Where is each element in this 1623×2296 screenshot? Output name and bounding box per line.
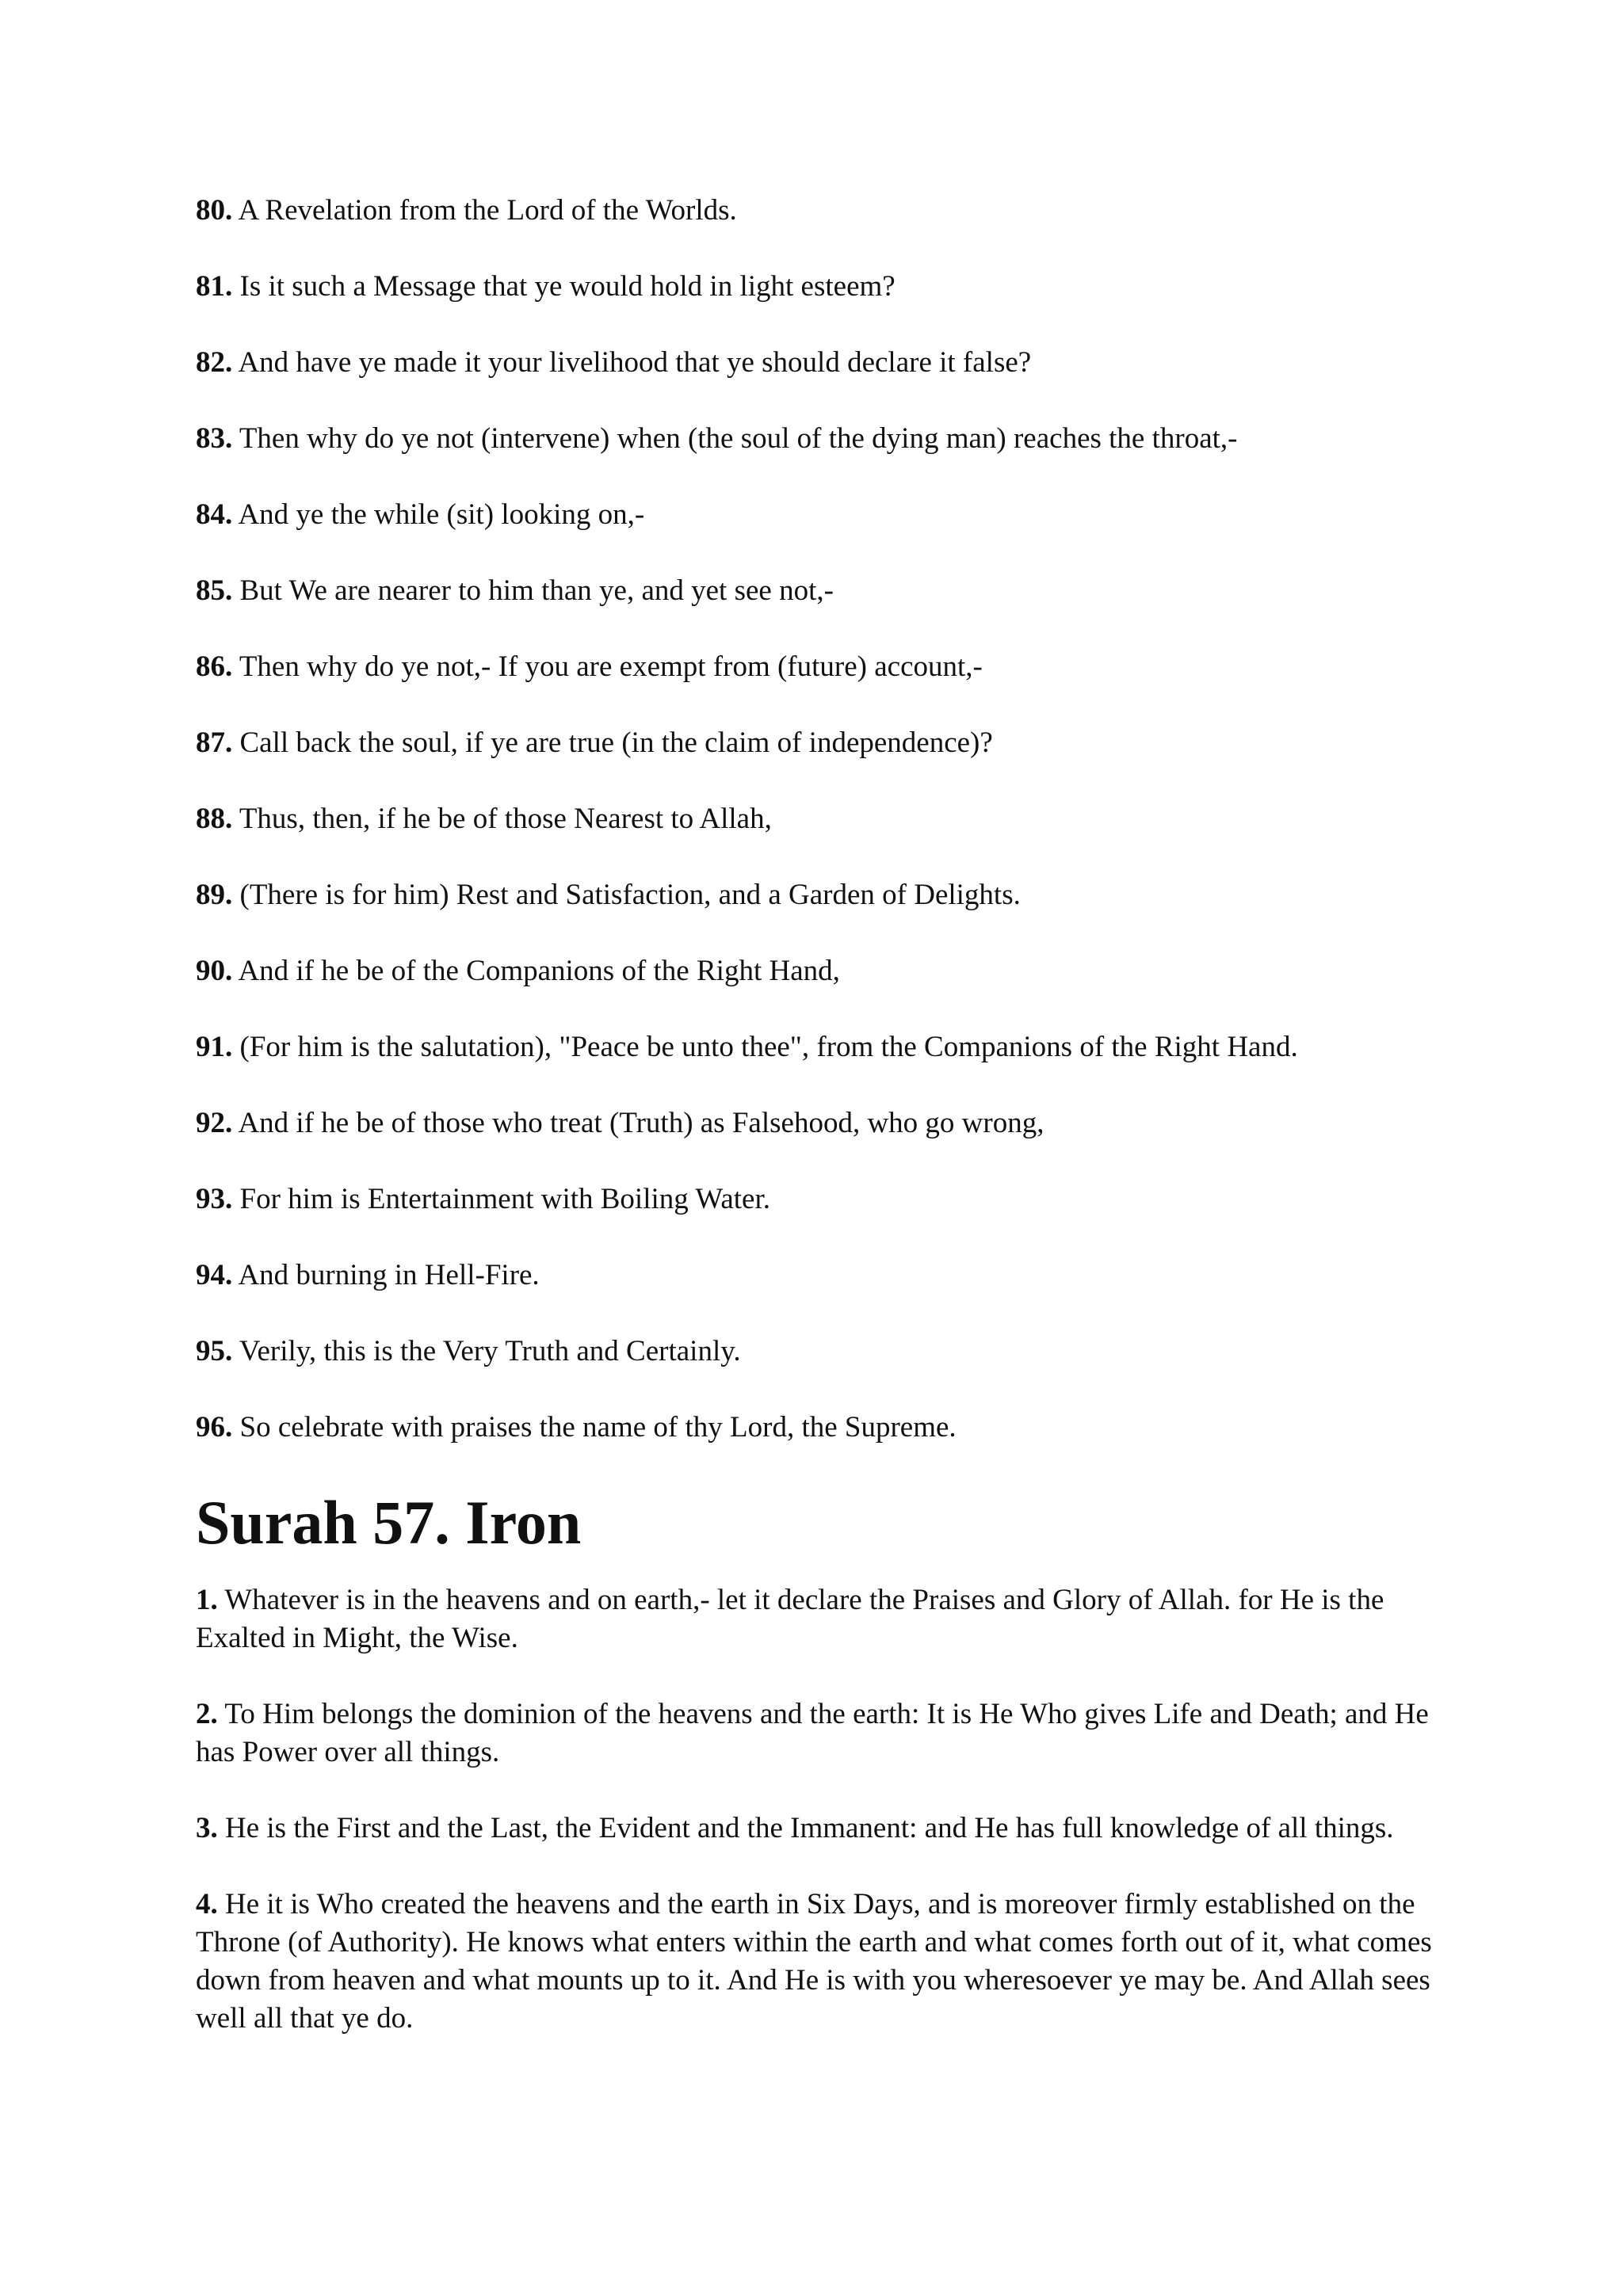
verse-82	[196, 344, 1448, 382]
verse-text: Then why do ye not (intervene) when (the soul of the dying man) reaches the throat,-	[232, 422, 1238, 455]
verse-number: 88.	[196, 803, 233, 835]
verse-text: He is the First and the Last, the Evident and the Immanent: and He has full knowledge of all things.	[217, 1812, 1394, 1844]
verse-number: 85.	[196, 574, 233, 607]
verse-text: And if he be of the Companions of the Right Hand,	[232, 955, 840, 987]
verse-number: 83.	[196, 422, 233, 455]
verse-86	[196, 648, 1448, 686]
verse-91	[196, 1028, 1448, 1066]
verse-text: And have ye made it your livelihood that ye should declare it false?	[232, 346, 1032, 379]
verse-text: To Him belongs the dominion of the heavens and the earth: It is He Who gives Life and Death; and He has Power over all things.	[196, 1698, 1429, 1768]
verse-number: 89.	[196, 879, 233, 911]
verse-89	[196, 876, 1448, 914]
verse-text: Verily, this is the Very Truth and Certainly.	[232, 1335, 741, 1367]
verse-text: So celebrate with praises the name of thy Lord, the Supreme.	[232, 1411, 957, 1444]
verse-text: A Revelation from the Lord of the Worlds.	[232, 194, 737, 227]
document-page	[196, 192, 1448, 2076]
verse-text: (There is for him) Rest and Satisfaction, and a Garden of Delights.	[232, 879, 1021, 911]
verse-number: 95.	[196, 1335, 233, 1367]
verse-number: 3.	[196, 1812, 218, 1844]
verse-number: 93.	[196, 1183, 233, 1215]
verse-number: 91.	[196, 1031, 233, 1063]
verse-81	[196, 268, 1448, 306]
verse-3	[196, 1810, 1432, 1848]
surah-57-verses	[196, 1581, 1448, 2038]
verse-80	[196, 192, 1448, 230]
verse-number: 81.	[196, 270, 233, 303]
verse-87	[196, 724, 1448, 762]
verse-4	[196, 1886, 1432, 2038]
verse-text: Then why do ye not,- If you are exempt from (future) account,-	[232, 650, 983, 683]
verse-text: For him is Entertainment with Boiling Water.	[232, 1183, 770, 1215]
verse-94	[196, 1257, 1448, 1295]
verse-92	[196, 1104, 1448, 1142]
verse-text: And if he be of those who treat (Truth) as Falsehood, who go wrong,	[232, 1107, 1044, 1139]
verse-text: Is it such a Message that ye would hold in light esteem?	[232, 270, 896, 303]
surah-heading: Surah 57. Iron	[196, 1488, 582, 1557]
verse-text: And burning in Hell-Fire.	[232, 1259, 540, 1291]
verse-number: 94.	[196, 1259, 233, 1291]
verse-text: And ye the while (sit) looking on,-	[232, 498, 645, 531]
verse-number: 84.	[196, 498, 233, 531]
verse-number: 82.	[196, 346, 233, 379]
verse-1	[196, 1581, 1432, 1657]
verse-85	[196, 572, 1448, 610]
verse-number: 1.	[196, 1584, 218, 1616]
verse-text: (For him is the salutation), "Peace be unto thee", from the Companions of the Right Hand.	[232, 1031, 1298, 1063]
verse-text: He it is Who created the heavens and the earth in Six Days, and is moreover firmly established on the Throne (of Authority). He knows what enters within the earth and what comes forth out of it, what comes down from heaven and what mounts up to it. And He is with you wheresoever ye may be. And Allah sees well all that ye do.	[196, 1888, 1432, 2035]
verse-83	[196, 420, 1448, 458]
verse-90	[196, 952, 1448, 990]
verse-95	[196, 1333, 1448, 1371]
previous-surah-verses	[196, 192, 1448, 1447]
verse-number: 4.	[196, 1888, 218, 1920]
verse-93	[196, 1180, 1448, 1219]
verse-text: Thus, then, if he be of those Nearest to Allah,	[232, 803, 772, 835]
verse-number: 87.	[196, 727, 233, 759]
verse-number: 96.	[196, 1411, 233, 1444]
verse-number: 2.	[196, 1698, 218, 1730]
verse-88	[196, 800, 1448, 838]
verse-number: 86.	[196, 650, 233, 683]
verse-number: 80.	[196, 194, 233, 227]
verse-number: 92.	[196, 1107, 233, 1139]
verse-number: 90.	[196, 955, 233, 987]
verse-text: But We are nearer to him than ye, and yet see not,-	[232, 574, 834, 607]
verse-96	[196, 1409, 1448, 1447]
verse-84	[196, 496, 1448, 534]
verse-text: Whatever is in the heavens and on earth,- let it declare the Praises and Glory of Allah. for He is the Exalted in Might, the Wise.	[196, 1584, 1384, 1654]
verse-2	[196, 1695, 1432, 1772]
verse-text: Call back the soul, if ye are true (in the claim of independence)?	[232, 727, 993, 759]
